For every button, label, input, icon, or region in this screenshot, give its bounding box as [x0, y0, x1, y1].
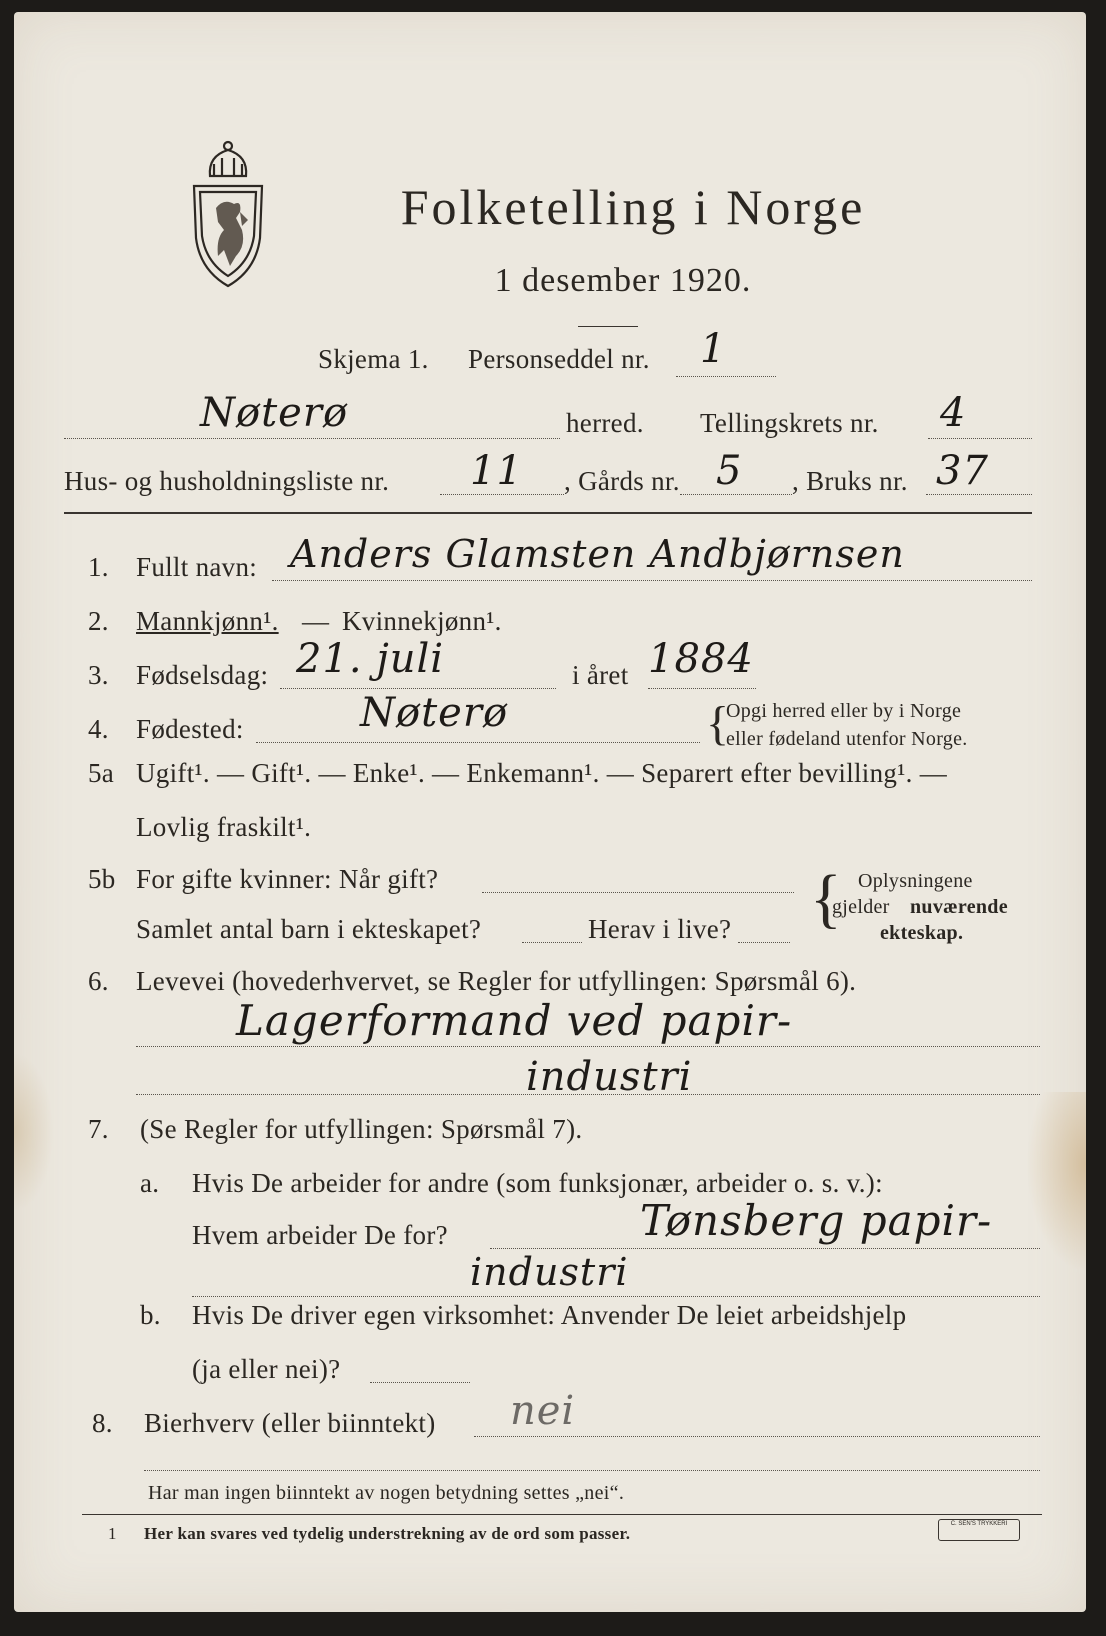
q4-note-line2: eller fødeland utenfor Norge.	[726, 728, 968, 750]
q6-line1	[136, 1046, 1040, 1047]
q5b-note-line1: Oplysningene	[858, 870, 973, 892]
q4-number: 4.	[88, 714, 109, 744]
q2-number: 2.	[88, 606, 109, 636]
q7b-letter: b.	[140, 1300, 161, 1330]
q4-note-line1: Opgi herred eller by i Norge	[726, 700, 962, 722]
q5b-married-when: For gifte kvinner: Når gift?	[136, 864, 439, 894]
hus-label: Hus- og husholdningsliste nr.	[64, 466, 390, 496]
q1-label: Fullt navn:	[136, 552, 258, 582]
footer-note: Har man ingen biinntekt av nogen betydning settes „nei“.	[148, 1482, 625, 1504]
q5b-brace: {	[810, 862, 842, 935]
q7b-question: Hvis De driver egen virksomhet: Anvender De leiet arbeidshjelp	[192, 1300, 907, 1330]
q7a-employer-line1[interactable]: Tønsberg papir-	[640, 1196, 993, 1245]
q5b-note-line3: ekteskap.	[880, 922, 964, 944]
census-date: 1 desember 1920.	[494, 262, 752, 299]
paper-stain	[1026, 1092, 1086, 1272]
q5a-divorced-option[interactable]: Lovlig fraskilt¹.	[136, 812, 312, 842]
q8-line	[474, 1436, 1040, 1437]
paper-stain-left	[14, 1052, 54, 1212]
q6-occupation-line1[interactable]: Lagerformand ved papir-	[236, 996, 793, 1045]
q1-full-name[interactable]: Anders Glamsten Andbjørnsen	[290, 532, 905, 576]
q3-birthday[interactable]: 21. juli	[296, 636, 445, 682]
q7a-line1	[490, 1248, 1040, 1249]
q7a-letter: a.	[140, 1168, 160, 1198]
tellingskrets-value[interactable]: 4	[940, 390, 967, 436]
tellingskrets-label: Tellingskrets nr.	[700, 408, 879, 438]
herred-label: herred.	[566, 408, 644, 438]
gards-line	[680, 494, 792, 495]
q5b-alive-line	[738, 942, 790, 943]
q2-male-option[interactable]: Mannkjønn¹.	[136, 606, 279, 636]
title-divider	[578, 326, 638, 327]
q1-line	[272, 580, 1032, 581]
q4-brace: {	[706, 697, 730, 750]
q3-label: Fødselsdag:	[136, 660, 269, 690]
q6-occupation-line2[interactable]: industri	[526, 1054, 693, 1100]
q3-line	[280, 688, 556, 689]
q7-label: (Se Regler for utfyllingen: Spørsmål 7).	[140, 1114, 583, 1144]
bruks-value[interactable]: 37	[936, 448, 989, 494]
q5b-children-total: Samlet antal barn i ekteskapet?	[136, 914, 482, 944]
q8-number: 8.	[92, 1408, 113, 1438]
personseddel-line	[676, 376, 776, 377]
q7a-question: Hvis De arbeider for andre (som funksjonær, arbeider o. s. v.):	[192, 1168, 883, 1198]
footer-line	[144, 1470, 1040, 1471]
q7b-line	[370, 1382, 470, 1383]
herred-value[interactable]: Nøterø	[200, 390, 349, 436]
bruks-line	[926, 494, 1032, 495]
bruks-label: , Bruks nr.	[792, 466, 908, 496]
q5b-note-line2a: gjelder	[832, 896, 890, 918]
q5b-number: 5b	[88, 864, 116, 894]
q8-side-income[interactable]: nei	[510, 1388, 576, 1434]
q3-number: 3.	[88, 660, 109, 690]
q7-number: 7.	[88, 1114, 109, 1144]
personseddel-value[interactable]: 1	[700, 326, 727, 372]
q3-year-line	[648, 688, 756, 689]
q2-female-option[interactable]: Kvinnekjønn¹.	[342, 606, 502, 636]
q7a-employer-line2[interactable]: industri	[470, 1250, 629, 1294]
q7a-employer-label: Hvem arbeider De for?	[192, 1220, 448, 1250]
tellingskrets-line	[928, 438, 1032, 439]
footnote-text: Her kan svares ved tydelig understrekning av de ord som passer.	[144, 1524, 631, 1543]
q5a-marital-options[interactable]: Ugift¹. — Gift¹. — Enke¹. — Enkemann¹. — Separert efter bevilling¹. —	[136, 758, 947, 788]
gards-value[interactable]: 5	[716, 448, 743, 494]
schema-label: Skjema 1.	[318, 344, 429, 374]
hus-value[interactable]: 11	[470, 448, 523, 494]
q5b-children-line	[522, 942, 582, 943]
q6-label: Levevei (hovederhvervet, se Regler for utfyllingen: Spørsmål 6).	[136, 966, 857, 996]
q4-line	[256, 742, 700, 743]
q8-label: Bierhverv (eller biinntekt)	[144, 1408, 436, 1438]
hus-line	[440, 494, 564, 495]
footnote-divider	[82, 1514, 1042, 1515]
q4-label: Fødested:	[136, 714, 244, 744]
q5a-number: 5a	[88, 758, 115, 788]
herred-line	[64, 438, 560, 439]
q4-birthplace[interactable]: Nøterø	[360, 690, 509, 736]
q7a-line2	[192, 1296, 1040, 1297]
q5b-children-alive: Herav i live?	[588, 914, 732, 944]
q3-year-label: i året	[572, 660, 629, 690]
section-divider	[64, 512, 1032, 514]
form-title: Folketelling i Norge	[400, 179, 866, 235]
q2-separator: —	[302, 606, 330, 636]
q6-number: 6.	[88, 966, 109, 996]
printer-mark: C. SEN'S TRYKKERI	[938, 1519, 1020, 1541]
q1-number: 1.	[88, 552, 109, 582]
gards-label: , Gårds nr.	[564, 466, 680, 496]
q7b-yes-no-label: (ja eller nei)?	[192, 1354, 341, 1384]
footnote-mark: 1	[108, 1524, 117, 1543]
q5b-married-line	[482, 892, 794, 893]
personseddel-label: Personseddel nr.	[468, 344, 650, 374]
q5b-note-line2b: nuværende	[910, 896, 1008, 918]
q3-birth-year[interactable]: 1884	[648, 636, 754, 682]
